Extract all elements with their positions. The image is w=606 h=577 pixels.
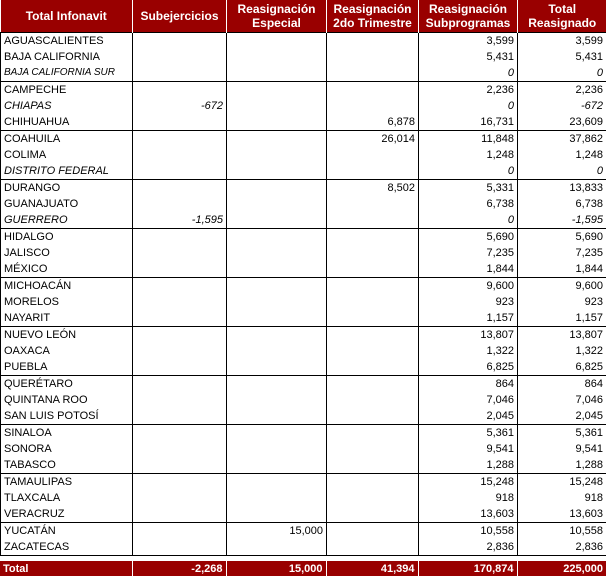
subejercicios-cell	[133, 65, 227, 82]
subejercicios-cell	[133, 474, 227, 491]
total-reasignado-cell: 2,045	[518, 408, 606, 425]
state-name: SINALOA	[1, 425, 133, 442]
subejercicios-cell	[133, 310, 227, 327]
reasignacion-2do-trimestre-cell: 6,878	[327, 114, 419, 131]
reasignacion-subprogramas-cell: 923	[419, 294, 518, 310]
header-subejercicios: Subejercicios	[133, 0, 227, 33]
reasignacion-especial-cell	[227, 82, 327, 99]
reasignacion-especial-cell	[227, 343, 327, 359]
subejercicios-cell: -672	[133, 98, 227, 114]
reasignacion-2do-trimestre-cell	[327, 392, 419, 408]
table-row	[1, 245, 606, 261]
state-name: MORELOS	[1, 294, 133, 310]
total-reasignado-cell: 5,690	[518, 229, 606, 246]
total-reasignacion-subprogramas: 170,874	[418, 561, 517, 576]
state-name: OAXACA	[1, 343, 133, 359]
subejercicios-cell	[133, 131, 227, 148]
reasignacion-2do-trimestre-cell	[327, 196, 419, 212]
total-reasignado-cell: 7,235	[518, 245, 606, 261]
total-reasignado-cell: 5,431	[518, 49, 606, 65]
reasignacion-2do-trimestre-cell	[327, 65, 419, 82]
reasignacion-especial-cell	[227, 98, 327, 114]
state-name: YUCATÁN	[1, 523, 133, 540]
total-reasignado-cell: 9,600	[518, 278, 606, 295]
reasignacion-especial-cell	[227, 131, 327, 148]
total-reasignado-cell: 918	[518, 490, 606, 506]
reasignacion-especial-cell	[227, 441, 327, 457]
reasignacion-2do-trimestre-cell	[327, 163, 419, 180]
reasignacion-2do-trimestre-cell	[327, 425, 419, 442]
table-row	[1, 65, 606, 82]
reasignacion-especial-cell	[227, 212, 327, 229]
reasignacion-2do-trimestre-cell	[327, 229, 419, 246]
table-row	[1, 523, 606, 540]
state-name: DISTRITO FEDERAL	[1, 163, 133, 180]
table-row	[1, 82, 606, 99]
reasignacion-especial-cell	[227, 359, 327, 376]
reasignacion-2do-trimestre-cell	[327, 441, 419, 457]
reasignacion-especial-cell	[227, 392, 327, 408]
subejercicios-cell	[133, 114, 227, 131]
table-row	[1, 343, 606, 359]
table-row	[1, 131, 606, 148]
subejercicios-cell	[133, 408, 227, 425]
reasignacion-subprogramas-cell: 1,288	[419, 457, 518, 474]
total-reasignado-cell: 864	[518, 376, 606, 393]
state-name: AGUASCALIENTES	[1, 33, 133, 50]
reasignacion-subprogramas-cell: 5,361	[419, 425, 518, 442]
reasignacion-2do-trimestre-cell	[327, 278, 419, 295]
subejercicios-cell	[133, 376, 227, 393]
header-total-reasignado: Total Reasignado	[518, 0, 606, 33]
reasignacion-2do-trimestre-cell	[327, 33, 419, 50]
state-name: JALISCO	[1, 245, 133, 261]
reasignacion-subprogramas-cell: 0	[419, 163, 518, 180]
state-name: VERACRUZ	[1, 506, 133, 523]
header-reasignacion-especial: Reasignación Especial	[227, 0, 327, 33]
reasignacion-subprogramas-cell: 3,599	[419, 33, 518, 50]
reasignacion-especial-cell	[227, 114, 327, 131]
header-reasignacion-subprogramas: Reasignación Subprogramas	[419, 0, 518, 33]
total-reasignado-cell: 9,541	[518, 441, 606, 457]
reasignacion-2do-trimestre-cell	[327, 327, 419, 344]
total-reasignado-cell: -672	[518, 98, 606, 114]
table-row	[1, 408, 606, 425]
total-reasignado-cell: 6,738	[518, 196, 606, 212]
total-reasignado-cell: 1,157	[518, 310, 606, 327]
total-reasignado-cell: 13,603	[518, 506, 606, 523]
subejercicios-cell	[133, 359, 227, 376]
reasignacion-subprogramas-cell: 864	[419, 376, 518, 393]
header-total-infonavit: Total Infonavit	[1, 0, 133, 33]
subejercicios-cell	[133, 425, 227, 442]
subejercicios-cell	[133, 523, 227, 540]
state-name: NAYARIT	[1, 310, 133, 327]
total-reasignado-cell: 923	[518, 294, 606, 310]
reasignacion-subprogramas-cell: 7,046	[419, 392, 518, 408]
total-reasignado-cell: 1,288	[518, 457, 606, 474]
reasignacion-especial-cell	[227, 539, 327, 556]
subejercicios-cell	[133, 327, 227, 344]
subejercicios-cell	[133, 278, 227, 295]
table-row	[1, 114, 606, 131]
total-reasignado-cell: 37,862	[518, 131, 606, 148]
subejercicios-cell	[133, 49, 227, 65]
subejercicios-cell	[133, 392, 227, 408]
state-name: CAMPECHE	[1, 82, 133, 99]
total-reasignado-cell: 23,609	[518, 114, 606, 131]
reasignacion-subprogramas-cell: 5,431	[419, 49, 518, 65]
subejercicios-cell	[133, 490, 227, 506]
reasignacion-subprogramas-cell: 15,248	[419, 474, 518, 491]
reasignacion-especial-cell	[227, 327, 327, 344]
state-name: CHIAPAS	[1, 98, 133, 114]
table-body	[1, 33, 606, 556]
total-reasignado-cell: 13,833	[518, 180, 606, 197]
state-name: BAJA CALIFORNIA SUR	[1, 65, 133, 82]
reasignacion-subprogramas-cell: 1,322	[419, 343, 518, 359]
reasignacion-especial-cell	[227, 425, 327, 442]
subejercicios-cell	[133, 441, 227, 457]
reasignacion-especial-cell	[227, 310, 327, 327]
total-total-reasignado: 225,000	[517, 561, 606, 576]
reasignacion-subprogramas-cell: 13,807	[419, 327, 518, 344]
reasignacion-2do-trimestre-cell	[327, 294, 419, 310]
total-reasignado-cell: 10,558	[518, 523, 606, 540]
reasignacion-subprogramas-cell: 11,848	[419, 131, 518, 148]
state-name: TABASCO	[1, 457, 133, 474]
reasignacion-especial-cell	[227, 506, 327, 523]
subejercicios-cell	[133, 294, 227, 310]
header-row	[1, 0, 606, 33]
reasignacion-subprogramas-cell: 0	[419, 98, 518, 114]
total-reasignado-cell: 6,825	[518, 359, 606, 376]
subejercicios-cell	[133, 147, 227, 163]
reasignacion-especial-cell	[227, 408, 327, 425]
reasignacion-especial-cell	[227, 457, 327, 474]
reasignacion-2do-trimestre-cell	[327, 147, 419, 163]
total-label: Total	[0, 561, 132, 576]
state-name: BAJA CALIFORNIA	[1, 49, 133, 65]
table-row	[1, 163, 606, 180]
total-row	[0, 561, 606, 576]
table-row	[1, 327, 606, 344]
subejercicios-cell	[133, 245, 227, 261]
subejercicios-cell	[133, 180, 227, 197]
subejercicios-cell	[133, 82, 227, 99]
subejercicios-cell	[133, 457, 227, 474]
reasignacion-especial-cell	[227, 245, 327, 261]
subejercicios-cell	[133, 163, 227, 180]
reasignacion-2do-trimestre-cell: 8,502	[327, 180, 419, 197]
state-name: HIDALGO	[1, 229, 133, 246]
subejercicios-cell	[133, 343, 227, 359]
reasignacion-2do-trimestre-cell	[327, 376, 419, 393]
table-row	[1, 474, 606, 491]
reasignacion-especial-cell	[227, 196, 327, 212]
reasignacion-especial-cell	[227, 147, 327, 163]
state-name: GUANAJUATO	[1, 196, 133, 212]
reasignacion-subprogramas-cell: 9,600	[419, 278, 518, 295]
reasignacion-subprogramas-cell: 13,603	[419, 506, 518, 523]
total-reasignado-cell: 13,807	[518, 327, 606, 344]
header-reasignacion-2do-trimestre: Reasignación 2do Trimestre	[327, 0, 419, 33]
subejercicios-cell	[133, 261, 227, 278]
reasignacion-2do-trimestre-cell	[327, 523, 419, 540]
reasignacion-subprogramas-cell: 7,235	[419, 245, 518, 261]
reasignacion-especial-cell	[227, 229, 327, 246]
total-reasignado-cell: 5,361	[518, 425, 606, 442]
state-name: TAMAULIPAS	[1, 474, 133, 491]
reasignacion-especial-cell	[227, 376, 327, 393]
reasignacion-subprogramas-cell: 2,236	[419, 82, 518, 99]
reasignacion-especial-cell	[227, 278, 327, 295]
reasignacion-2do-trimestre-cell	[327, 490, 419, 506]
state-name: DURANGO	[1, 180, 133, 197]
reasignacion-2do-trimestre-cell	[327, 474, 419, 491]
total-reasignado-cell: -1,595	[518, 212, 606, 229]
reasignacion-2do-trimestre-cell	[327, 408, 419, 425]
reasignacion-subprogramas-cell: 10,558	[419, 523, 518, 540]
reasignacion-2do-trimestre-cell	[327, 310, 419, 327]
subejercicios-cell	[133, 229, 227, 246]
reasignacion-subprogramas-cell: 1,844	[419, 261, 518, 278]
table-row	[1, 261, 606, 278]
table-row	[1, 425, 606, 442]
total-reasignacion-especial: 15,000	[226, 561, 326, 576]
table-row	[1, 229, 606, 246]
total-reasignado-cell: 2,236	[518, 82, 606, 99]
subejercicios-cell	[133, 33, 227, 50]
total-reasignado-cell: 1,322	[518, 343, 606, 359]
table-row	[1, 196, 606, 212]
reasignacion-subprogramas-cell: 1,157	[419, 310, 518, 327]
reasignacion-especial-cell	[227, 65, 327, 82]
total-row-table	[0, 561, 606, 576]
reasignacion-especial-cell: 15,000	[227, 523, 327, 540]
subejercicios-cell	[133, 539, 227, 556]
reasignacion-2do-trimestre-cell	[327, 261, 419, 278]
table-row	[1, 376, 606, 393]
reasignacion-subprogramas-cell: 0	[419, 212, 518, 229]
state-name: MICHOACÁN	[1, 278, 133, 295]
table-row	[1, 212, 606, 229]
total-reasignado-cell: 15,248	[518, 474, 606, 491]
reasignacion-2do-trimestre-cell: 26,014	[327, 131, 419, 148]
reasignacion-especial-cell	[227, 163, 327, 180]
table-row	[1, 506, 606, 523]
table-row	[1, 539, 606, 556]
reasignacion-2do-trimestre-cell	[327, 359, 419, 376]
reasignacion-subprogramas-cell: 6,825	[419, 359, 518, 376]
table-row	[1, 359, 606, 376]
table-row	[1, 441, 606, 457]
reasignacion-subprogramas-cell: 1,248	[419, 147, 518, 163]
state-name: GUERRERO	[1, 212, 133, 229]
table-row	[1, 147, 606, 163]
reasignacion-especial-cell	[227, 261, 327, 278]
total-reasignado-cell: 7,046	[518, 392, 606, 408]
reasignacion-2do-trimestre-cell	[327, 49, 419, 65]
reasignacion-especial-cell	[227, 474, 327, 491]
state-name: ZACATECAS	[1, 539, 133, 556]
reasignacion-especial-cell	[227, 294, 327, 310]
reasignacion-subprogramas-cell: 6,738	[419, 196, 518, 212]
reasignacion-especial-cell	[227, 49, 327, 65]
table-row	[1, 278, 606, 295]
state-name: QUINTANA ROO	[1, 392, 133, 408]
table-row	[1, 294, 606, 310]
total-reasignado-cell: 0	[518, 163, 606, 180]
reasignacion-2do-trimestre-cell	[327, 457, 419, 474]
state-name: CHIHUAHUA	[1, 114, 133, 131]
reasignacion-2do-trimestre-cell	[327, 82, 419, 99]
reasignacion-2do-trimestre-cell	[327, 506, 419, 523]
reasignacion-subprogramas-cell: 9,541	[419, 441, 518, 457]
state-name: SONORA	[1, 441, 133, 457]
reasignacion-especial-cell	[227, 180, 327, 197]
state-name: SAN LUIS POTOSÍ	[1, 408, 133, 425]
reasignacion-2do-trimestre-cell	[327, 98, 419, 114]
table-row	[1, 457, 606, 474]
subejercicios-cell	[133, 196, 227, 212]
state-name: QUERÉTARO	[1, 376, 133, 393]
state-name: COLIMA	[1, 147, 133, 163]
subejercicios-cell: -1,595	[133, 212, 227, 229]
reasignacion-2do-trimestre-cell	[327, 343, 419, 359]
reasignacion-subprogramas-cell: 2,045	[419, 408, 518, 425]
table-row	[1, 98, 606, 114]
reasignacion-2do-trimestre-cell	[327, 539, 419, 556]
state-name: PUEBLA	[1, 359, 133, 376]
total-reasignado-cell: 1,248	[518, 147, 606, 163]
reasignacion-2do-trimestre-cell	[327, 245, 419, 261]
state-name: NUEVO LEÓN	[1, 327, 133, 344]
table-row	[1, 392, 606, 408]
reasignacion-subprogramas-cell: 5,331	[419, 180, 518, 197]
reasignacion-subprogramas-cell: 5,690	[419, 229, 518, 246]
reasignacion-subprogramas-cell: 0	[419, 65, 518, 82]
reasignacion-2do-trimestre-cell	[327, 212, 419, 229]
table-row	[1, 490, 606, 506]
total-subejercicios: -2,268	[132, 561, 226, 576]
state-name: MÉXICO	[1, 261, 133, 278]
reasignacion-subprogramas-cell: 2,836	[419, 539, 518, 556]
table-row	[1, 49, 606, 65]
reasignacion-especial-cell	[227, 490, 327, 506]
subejercicios-cell	[133, 506, 227, 523]
total-reasignacion-2do-trimestre: 41,394	[326, 561, 418, 576]
table-row	[1, 33, 606, 50]
reasignacion-subprogramas-cell: 918	[419, 490, 518, 506]
table-row	[1, 310, 606, 327]
table-row	[1, 180, 606, 197]
total-reasignado-cell: 0	[518, 65, 606, 82]
reasignacion-especial-cell	[227, 33, 327, 50]
state-name: TLAXCALA	[1, 490, 133, 506]
reasignacion-subprogramas-cell: 16,731	[419, 114, 518, 131]
total-reasignado-cell: 3,599	[518, 33, 606, 50]
total-reasignado-cell: 2,836	[518, 539, 606, 556]
state-name: COAHUILA	[1, 131, 133, 148]
total-reasignado-cell: 1,844	[518, 261, 606, 278]
